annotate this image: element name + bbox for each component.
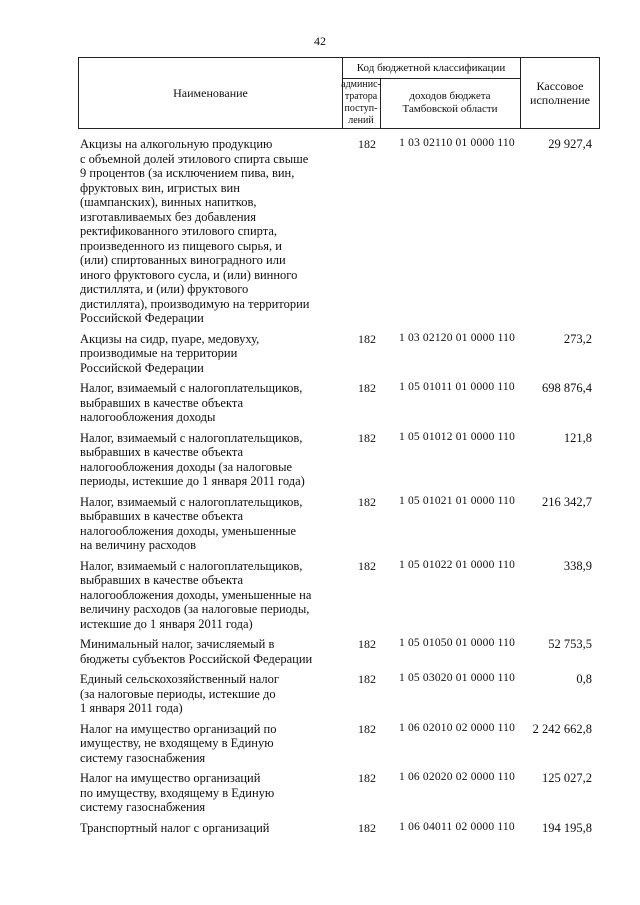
row-admin: 182 xyxy=(358,137,376,151)
row-name: Налог, взимаемый с налогоплательщиков, выбравших в качестве объекта налогообложения доходы, уменьшенные на величину расходов (за налоговые периоды, истекшие до 1 января 2011 года) xyxy=(80,558,312,631)
header-name: Наименование xyxy=(79,58,343,128)
row-amount: 121,8 xyxy=(563,430,592,445)
row-code: 1 05 01021 01 0000 110 xyxy=(398,494,516,507)
row-code: 1 06 02010 02 0000 110 xyxy=(398,721,516,734)
row-admin: 182 xyxy=(358,721,376,736)
row-name: Акцизы на сидр, пуаре, медовуху, производимые на территории Российской Федерации xyxy=(80,331,260,375)
row-name: Единый сельскохозяйственный налог (за налоговые периоды, истекшие до 1 января 2011 года) xyxy=(80,672,280,715)
row-code: 1 05 01012 01 0000 110 xyxy=(398,430,516,443)
row-name: Налог, взимаемый с налогоплательщиков, выбравших в качестве объекта налогообложения доходы xyxy=(80,381,303,424)
row-admin: 182 xyxy=(358,820,376,835)
table-header xyxy=(78,57,600,129)
row-name: Налог, взимаемый с налогоплательщиков, выбравших в качестве объекта налогообложения доходы, уменьшенные на величину расходов xyxy=(80,494,303,552)
row-name: Налог, взимаемый с налогоплательщиков, выбравших в качестве объекта налогообложения доходы (за налоговые периоды, истекшие до 1 января 2011 года) xyxy=(80,430,305,488)
table-row xyxy=(80,637,600,666)
row-amount: 273,2 xyxy=(563,331,592,346)
row-name: Налог на имущество организаций по имуществу, входящему в Единую систему газоснабжения xyxy=(80,771,275,814)
row-admin: 182 xyxy=(358,331,376,346)
row-admin: 182 xyxy=(358,637,376,651)
row-name: Налог на имущество организаций по имуществу, не входящему в Единую систему газоснабжения xyxy=(80,721,277,765)
table-row xyxy=(80,821,600,836)
table-row xyxy=(80,495,600,553)
row-name: Акцизы на алкогольную продукцию с объемной долей этилового спирта свыше 9 процентов (за исключением пива, вин, фруктовых вин, игристых вин (шампанских), винных напитков, изготавливаемых без добавления ректификованного этилового спирта, произведенного из пищевого сырья, и (или) спиртованных виноградного или иного фруктового сусла, и (или) винного дистиллята, и (или) фруктового дистиллята), производимую на территории Российской Федерации xyxy=(80,137,310,325)
row-admin: 182 xyxy=(358,430,376,445)
header-admin: админис- тратора поступ- лений xyxy=(341,79,381,126)
row-code: 1 05 01050 01 0000 110 xyxy=(398,637,516,649)
row-amount: 0,8 xyxy=(576,672,592,686)
row-amount: 125 027,2 xyxy=(542,771,592,785)
row-code: 1 03 02110 01 0000 110 xyxy=(399,137,515,149)
row-admin: 182 xyxy=(358,494,376,509)
row-admin: 182 xyxy=(358,771,376,785)
row-code: 1 05 01011 01 0000 110 xyxy=(399,381,515,393)
table-row xyxy=(80,722,600,766)
header-income: доходов бюджета Тамбовской области xyxy=(380,78,521,128)
row-amount: 216 342,7 xyxy=(542,494,592,509)
row-code: 1 06 04011 02 0000 110 xyxy=(399,820,515,833)
row-code: 1 06 02020 02 0000 110 xyxy=(398,771,516,783)
row-code: 1 05 01022 01 0000 110 xyxy=(398,558,516,571)
table-row xyxy=(80,332,600,376)
row-admin: 182 xyxy=(358,381,376,395)
row-amount: 194 195,8 xyxy=(542,820,592,835)
row-amount: 29 927,4 xyxy=(548,137,592,151)
row-code: 1 05 03020 01 0000 110 xyxy=(398,672,516,684)
table-row xyxy=(80,137,600,326)
page-number: 42 xyxy=(314,34,326,48)
table-row xyxy=(80,771,600,815)
row-amount: 338,9 xyxy=(563,558,592,573)
row-admin: 182 xyxy=(358,558,376,573)
row-code: 1 03 02120 01 0000 110 xyxy=(398,331,516,344)
table-row xyxy=(80,431,600,489)
table-row xyxy=(80,559,600,632)
table-row xyxy=(80,381,600,425)
table-body xyxy=(80,137,600,841)
header-execution: Кассовое исполнение xyxy=(530,79,590,107)
table-row xyxy=(80,672,600,716)
row-amount: 698 876,4 xyxy=(542,381,592,395)
header-code-group: Код бюджетной классификации xyxy=(342,58,521,79)
row-amount: 52 753,5 xyxy=(548,637,592,651)
row-admin: 182 xyxy=(358,672,376,686)
row-amount: 2 242 662,8 xyxy=(532,721,592,736)
row-name: Минимальный налог, зачисляемый в бюджеты субъектов Российской Федерации xyxy=(80,637,313,666)
row-name: Транспортный налог с организаций xyxy=(80,820,270,835)
